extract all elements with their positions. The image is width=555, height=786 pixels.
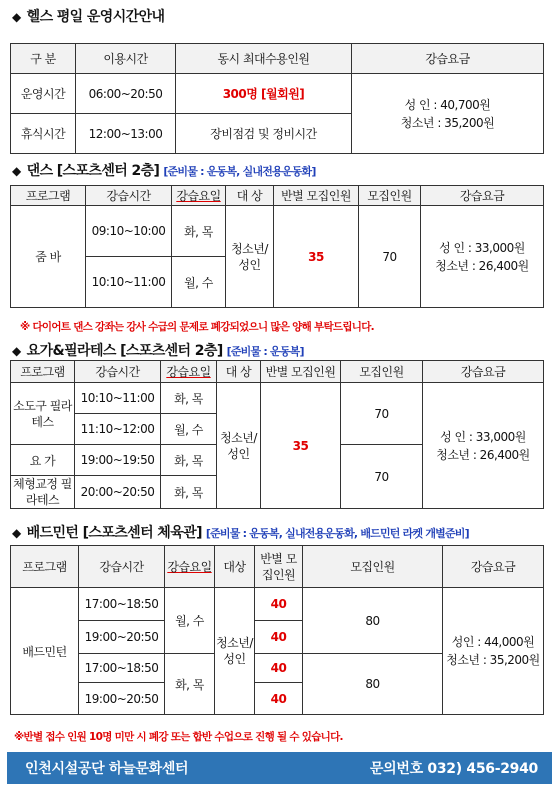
time-cell: 17:00~18:50 [79, 654, 165, 683]
yoga-table [10, 360, 544, 509]
total-capacity-cell: 70 [341, 445, 423, 509]
dance-warning: ※ 다이어트 댄스 강좌는 강사 수급의 문제로 폐강되었으니 많은 양해 부탁드립니다. [20, 321, 374, 333]
total-capacity-cell: 80 [303, 588, 443, 654]
day-cell: 화, 목 [165, 654, 215, 715]
diamond-bullet-icon: ◆ [12, 344, 21, 358]
badminton-warning: ※반별 접수 인원 10명 미만 시 폐강 또는 합반 수업으로 진행 될 수 있습니다. [14, 731, 343, 743]
total-capacity-cell: 70 [341, 383, 423, 445]
fee-cell [423, 383, 544, 509]
program-cell: 소도구 필라테스 [11, 383, 75, 445]
row-label: 휴식시간 [11, 114, 76, 154]
table-header: 강습요일 [172, 186, 226, 206]
yoga-section-title: ◆ 요가&필라테스 [스포츠센터 2층] [준비물 : 운동복] [12, 343, 304, 359]
dance-supplies-note: [준비물 : 운동복, 실내전용운동화] [163, 165, 316, 178]
time-cell: 19:00~20:50 [79, 683, 165, 715]
time-cell: 09:10~10:00 [86, 206, 172, 257]
total-capacity-cell: 70 [359, 206, 421, 308]
table-header: 강습시간 [86, 186, 172, 206]
footer-org: 인천시설공단 하늘문화센터 [25, 761, 189, 777]
table-header: 강습요금 [421, 186, 544, 206]
table-header: 대상 [215, 546, 255, 588]
badminton-table [10, 545, 544, 715]
table-header: 강습요금 [352, 44, 544, 74]
time-cell: 17:00~18:50 [79, 588, 165, 621]
class-capacity-cell: 40 [255, 683, 303, 715]
table-header: 동시 최대수용인원 [176, 44, 352, 74]
table-header: 이용시간 [76, 44, 176, 74]
fee-cell [421, 206, 544, 308]
time-cell: 11:10~12:00 [75, 414, 161, 445]
diamond-bullet-icon: ◆ [12, 164, 21, 178]
day-cell: 화, 목 [172, 206, 226, 257]
table-header: 대 상 [217, 361, 261, 383]
health-table [10, 43, 544, 154]
table-header: 프로그램 [11, 186, 86, 206]
fee-cell [443, 588, 544, 715]
table-header: 강습요금 [423, 361, 544, 383]
table-header: 강습요금 [443, 546, 544, 588]
table-header: 대 상 [226, 186, 274, 206]
time-cell: 12:00~13:00 [76, 114, 176, 154]
target-cell: 청소년/ 성인 [226, 206, 274, 308]
dance-section-title: ◆ 댄스 [스포츠센터 2층] [준비물 : 운동복, 실내전용운동화] [12, 163, 316, 179]
capacity-cell: 300명 [월회원] [176, 74, 352, 114]
total-capacity-cell: 80 [303, 654, 443, 715]
table-header: 모집인원 [359, 186, 421, 206]
table-header: 프로그램 [11, 546, 79, 588]
target-cell: 청소년/ 성인 [215, 588, 255, 715]
class-capacity-cell: 35 [274, 206, 359, 308]
table-header: 강습시간 [79, 546, 165, 588]
class-capacity-cell: 40 [255, 654, 303, 683]
day-cell: 화, 목 [161, 476, 217, 509]
fee-adult: 성인 : 44,000원 [451, 635, 535, 649]
table-header: 모집인원 [341, 361, 423, 383]
footer-contact: 문의번호 032) 456-2940 [369, 761, 538, 777]
time-cell: 20:00~20:50 [75, 476, 161, 509]
day-cell: 화, 목 [161, 383, 217, 414]
diamond-bullet-icon: ◆ [12, 526, 21, 540]
day-cell: 월, 수 [165, 588, 215, 654]
table-header: 프로그램 [11, 361, 75, 383]
time-cell: 10:10~11:00 [75, 383, 161, 414]
fee-adult: 성 인 : 33,000원 [439, 240, 525, 255]
badminton-section-title: ◆ 배드민턴 [스포츠센터 체육관] [준비물 : 운동복, 실내전용운동화, 배드민턴 라켓 개별준비] [12, 525, 469, 541]
time-cell: 19:00~20:50 [79, 621, 165, 654]
fee-adult: 성 인 : 33,000원 [440, 429, 526, 444]
fee-youth: 청소년 : 26,400원 [435, 258, 529, 273]
table-header: 구 분 [11, 44, 76, 74]
time-cell: 10:10~11:00 [86, 257, 172, 308]
program-cell: 배드민턴 [11, 588, 79, 715]
yoga-supplies-note: [준비물 : 운동복] [226, 345, 304, 358]
health-section-title: ◆ 헬스 평일 운영시간안내 [12, 9, 165, 25]
day-cell: 월, 수 [172, 257, 226, 308]
capacity-cell: 장비점검 및 정비시간 [176, 114, 352, 154]
target-cell: 청소년/ 성인 [217, 383, 261, 509]
table-header: 모집인원 [303, 546, 443, 588]
fee-youth: 청소년 : 35,200원 [400, 115, 495, 130]
table-header: 반별 모집인원 [255, 546, 303, 588]
class-capacity-cell: 40 [255, 621, 303, 654]
row-label: 운영시간 [11, 74, 76, 114]
fee-cell [352, 74, 544, 154]
class-capacity-cell: 40 [255, 588, 303, 621]
program-cell: 요 가 [11, 445, 75, 476]
fee-adult: 성 인 : 40,700원 [404, 97, 491, 112]
day-cell: 월, 수 [161, 414, 217, 445]
diamond-bullet-icon: ◆ [12, 10, 21, 24]
table-header: 강습요일 [161, 361, 217, 383]
fee-youth: 청소년 : 35,200원 [446, 653, 540, 667]
table-header: 강습요일 [165, 546, 215, 588]
table-header: 반별 모집인원 [274, 186, 359, 206]
table-header: 강습시간 [75, 361, 161, 383]
badminton-supplies-note: [준비물 : 운동복, 실내전용운동화, 배드민턴 라켓 개별준비] [205, 527, 469, 540]
footer-bar [7, 752, 552, 784]
dance-table [10, 185, 544, 308]
day-cell: 화, 목 [161, 445, 217, 476]
time-cell: 06:00~20:50 [76, 74, 176, 114]
fee-youth: 청소년 : 26,400원 [436, 447, 530, 462]
program-cell: 체형교정 필라테스 [11, 476, 75, 509]
program-cell: 줌 바 [11, 206, 86, 308]
time-cell: 19:00~19:50 [75, 445, 161, 476]
table-header: 반별 모집인원 [261, 361, 341, 383]
class-capacity-cell: 35 [261, 383, 341, 509]
